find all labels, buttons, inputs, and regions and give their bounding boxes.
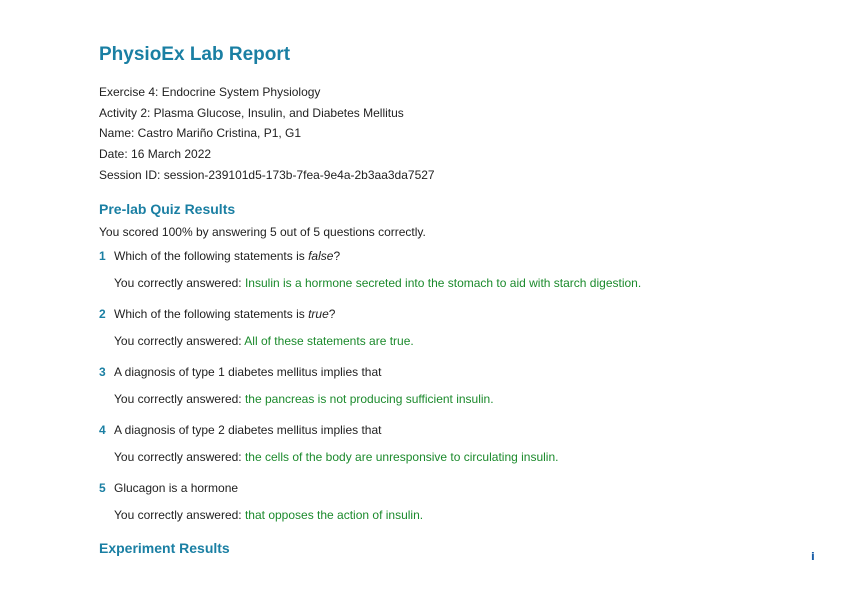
question-line [99,305,799,323]
question-text-main: A diagnosis of type 1 diabetes mellitus implies that [114,364,382,379]
experiment-heading: Experiment Results [99,539,230,556]
quiz-question-5 [99,479,799,524]
question-text-main: Glucagon is a hormone [114,480,239,495]
report-title: PhysioEx Lab Report [99,44,291,65]
student-name: Name: Castro Mariño Cristina, P1, G1 [99,126,302,141]
question-line [99,247,799,265]
answer-line [99,274,799,292]
question-text [114,305,335,323]
answer-prefix: You correctly answered: [114,333,245,348]
question-number: 4 [99,422,106,437]
question-text [114,363,381,381]
correct-answer: Insulin is a hormone secreted into the stomach to aid with starch digestion. [244,275,642,290]
answer-prefix: You correctly answered: [114,449,245,464]
prelab-heading: Pre-lab Quiz Results [99,200,236,217]
answer-line [99,506,799,524]
session-id: Session ID: session-239101d5-173b-7fea-9e4a-2b3aa3da7527 [99,167,435,182]
question-list [99,247,799,524]
report-date: Date: 16 March 2022 [99,147,212,162]
question-text-main: Which of the following statements is [114,306,309,321]
correct-answer: the cells of the body are unresponsive to circulating insulin. [244,449,559,464]
question-text-main: Which of the following statements is [114,248,309,263]
answer-prefix: You correctly answered: [114,391,245,406]
quiz-question-4 [99,421,799,466]
question-text-end: ? [328,306,336,321]
question-emphasis: true [308,306,329,321]
answer-prefix: You correctly answered: [114,507,245,522]
exercise-line: Exercise 4: Endocrine System Physiology [99,85,321,99]
question-text [114,479,238,497]
question-emphasis: false [308,248,334,263]
question-line [99,421,799,439]
quiz-question-3 [99,363,799,408]
answer-prefix: You correctly answered: [114,275,245,290]
question-line [99,363,799,381]
info-icon[interactable]: i [811,550,815,563]
correct-answer: the pancreas is not producing sufficient insulin. [244,391,494,406]
answer-line [99,332,799,350]
report-page [99,42,799,558]
correct-answer: that opposes the action of insulin. [244,507,424,522]
correct-answer: All of these statements are true. [244,333,414,348]
answer-line [99,390,799,408]
answer-line [99,448,799,466]
question-line [99,479,799,497]
question-number: 3 [99,364,106,379]
quiz-question-2 [99,305,799,350]
question-text [114,247,340,265]
question-text [114,421,381,439]
activity-line: Activity 2: Plasma Glucose, Insulin, and Diabetes Mellitus [99,105,404,120]
question-text-end: ? [333,248,341,263]
question-text-main: A diagnosis of type 2 diabetes mellitus implies that [114,422,382,437]
quiz-score: You scored 100% by answering 5 out of 5 questions correctly. [99,224,426,239]
question-number: 2 [99,306,106,321]
question-number: 1 [99,248,106,263]
question-number: 5 [99,480,106,495]
quiz-question-1 [99,247,799,292]
